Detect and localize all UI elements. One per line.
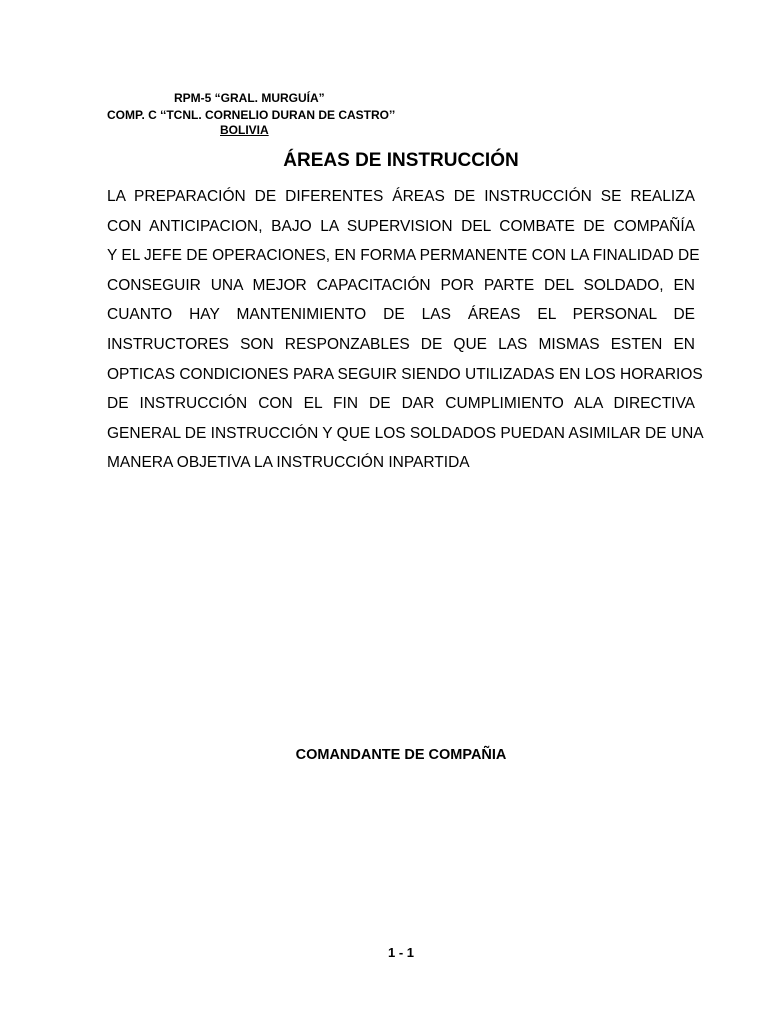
body-line: Y EL JEFE DE OPERACIONES, EN FORMA PERMANENTE CON LA FINALIDAD DE	[107, 247, 700, 265]
header-regiment: RPM-5 “GRAL. MURGUÍA”	[174, 91, 325, 105]
body-line: CONSEGUIR UNA MEJOR CAPACITACIÓN POR PARTE DEL SOLDADO, EN	[107, 276, 695, 294]
body-line: CUANTO HAY MANTENIMIENTO DE LAS ÁREAS EL PERSONAL DE	[107, 306, 695, 324]
page-number: 1 - 1	[387, 945, 414, 960]
body-line: LA PREPARACIÓN DE DIFERENTES ÁREAS DE INSTRUCCIÓN SE REALIZA	[107, 188, 695, 205]
body-line: OPTICAS CONDICIONES PARA SEGUIR SIENDO UTILIZADAS EN LOS HORARIOS	[107, 365, 703, 383]
body-line: DE INSTRUCCIÓN CON EL FIN DE DAR CUMPLIMIENTO ALA DIRECTIVA	[107, 395, 695, 413]
body-line: GENERAL DE INSTRUCCIÓN Y QUE LOS SOLDADOS PUEDAN ASIMILAR DE UNA	[107, 424, 704, 442]
body-line: CON ANTICIPACION, BAJO LA SUPERVISION DEL COMBATE DE COMPAÑÍA	[107, 217, 695, 235]
document-title: ÁREAS DE INSTRUCCIÓN	[283, 150, 519, 171]
body-line: INSTRUCTORES SON RESPONZABLES DE QUE LAS MISMAS ESTEN EN	[107, 335, 695, 353]
signature-line: COMANDANTE DE COMPAÑIA	[295, 747, 507, 763]
header-company: COMP. C ‘‘TCNL. CORNELIO DURAN DE CASTRO’’	[107, 108, 396, 122]
body-paragraph	[107, 182, 704, 478]
body-line: MANERA OBJETIVA LA INSTRUCCIÓN INPARTIDA	[107, 454, 470, 472]
header-country: BOLIVIA	[220, 123, 269, 137]
